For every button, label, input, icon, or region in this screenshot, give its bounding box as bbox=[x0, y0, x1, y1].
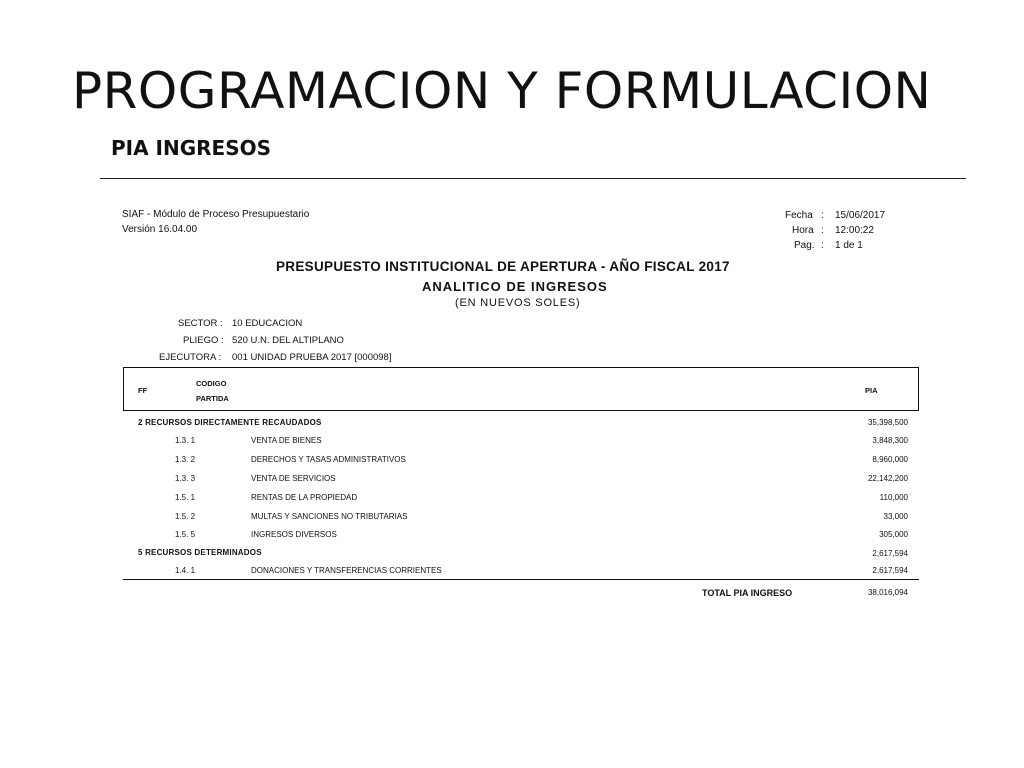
row-description: RENTAS DE LA PROPIEDAD bbox=[251, 493, 358, 502]
row-value: 305,000 bbox=[879, 530, 908, 539]
date-label: Fecha bbox=[785, 210, 813, 221]
row-description: VENTA DE BIENES bbox=[251, 436, 322, 445]
group-value: 35,398,500 bbox=[867, 418, 908, 427]
report-units: (EN NUEVOS SOLES) bbox=[455, 297, 581, 309]
group-value: 2,617,594 bbox=[872, 549, 908, 558]
ejecutora-value: 001 UNIDAD PRUEBA 2017 [000098] bbox=[232, 352, 392, 363]
row-code: 1.3. 1 bbox=[175, 436, 196, 445]
time-value: 12:00:22 bbox=[835, 225, 874, 236]
row-value: 3,848,300 bbox=[872, 436, 908, 445]
row-description: INGRESOS DIVERSOS bbox=[251, 530, 337, 539]
col-codigo: CODIGO bbox=[196, 379, 227, 388]
row-value: 33,000 bbox=[883, 512, 908, 521]
total-label: TOTAL PIA INGRESO bbox=[702, 588, 793, 598]
row-code: 1.3. 2 bbox=[175, 455, 196, 464]
row-description: MULTAS Y SANCIONES NO TRIBUTARIAS bbox=[251, 512, 408, 521]
row-value: 2,617,594 bbox=[872, 566, 908, 575]
slide-title: PROGRAMACION Y FORMULACION bbox=[72, 62, 932, 120]
row-code: 1.5. 2 bbox=[175, 512, 196, 521]
row-code: 1.4. 1 bbox=[175, 566, 196, 575]
total-value: 38,016,094 bbox=[867, 588, 908, 597]
table-header-box bbox=[123, 367, 919, 411]
page-label: Pag. bbox=[794, 240, 815, 251]
row-value: 22,142,200 bbox=[867, 474, 908, 483]
time-sep: : bbox=[821, 225, 824, 236]
row-code: 1.5. 1 bbox=[175, 493, 196, 502]
col-pia: PIA bbox=[865, 386, 878, 395]
report-title: PRESUPUESTO INSTITUCIONAL DE APERTURA - AÑO FISCAL 2017 bbox=[276, 259, 730, 274]
version-line: Versión 16.04.00 bbox=[122, 224, 198, 235]
pliego-label: PLIEGO : bbox=[183, 335, 224, 346]
row-value: 110,000 bbox=[879, 493, 908, 502]
table-bottom-rule bbox=[123, 579, 919, 580]
group-label: 2 RECURSOS DIRECTAMENTE RECAUDADOS bbox=[138, 418, 322, 427]
sector-label: SECTOR : bbox=[178, 318, 223, 329]
page-sep: : bbox=[821, 240, 824, 251]
system-line: SIAF - Módulo de Proceso Presupuestario bbox=[122, 209, 310, 220]
row-code: 1.5. 5 bbox=[175, 530, 196, 539]
row-description: VENTA DE SERVICIOS bbox=[251, 474, 336, 483]
col-ff: FF bbox=[138, 386, 148, 395]
slide-subtitle: PIA INGRESOS bbox=[111, 136, 272, 160]
row-description: DONACIONES Y TRANSFERENCIAS CORRIENTES bbox=[251, 566, 442, 575]
time-label: Hora bbox=[792, 225, 814, 236]
pliego-value: 520 U.N. DEL ALTIPLANO bbox=[232, 335, 344, 346]
group-label: 5 RECURSOS DETERMINADOS bbox=[138, 548, 262, 557]
ejecutora-label: EJECUTORA : bbox=[159, 352, 222, 363]
date-sep: : bbox=[821, 210, 824, 221]
row-description: DERECHOS Y TASAS ADMINISTRATIVOS bbox=[251, 455, 406, 464]
page-value: 1 de 1 bbox=[835, 240, 863, 251]
date-value: 15/06/2017 bbox=[835, 210, 886, 221]
col-partida: PARTIDA bbox=[196, 394, 229, 403]
sector-value: 10 EDUCACION bbox=[232, 318, 303, 329]
row-code: 1.3. 3 bbox=[175, 474, 196, 483]
report-subtitle: ANALITICO DE INGRESOS bbox=[422, 279, 608, 294]
row-value: 8,960,000 bbox=[872, 455, 908, 464]
